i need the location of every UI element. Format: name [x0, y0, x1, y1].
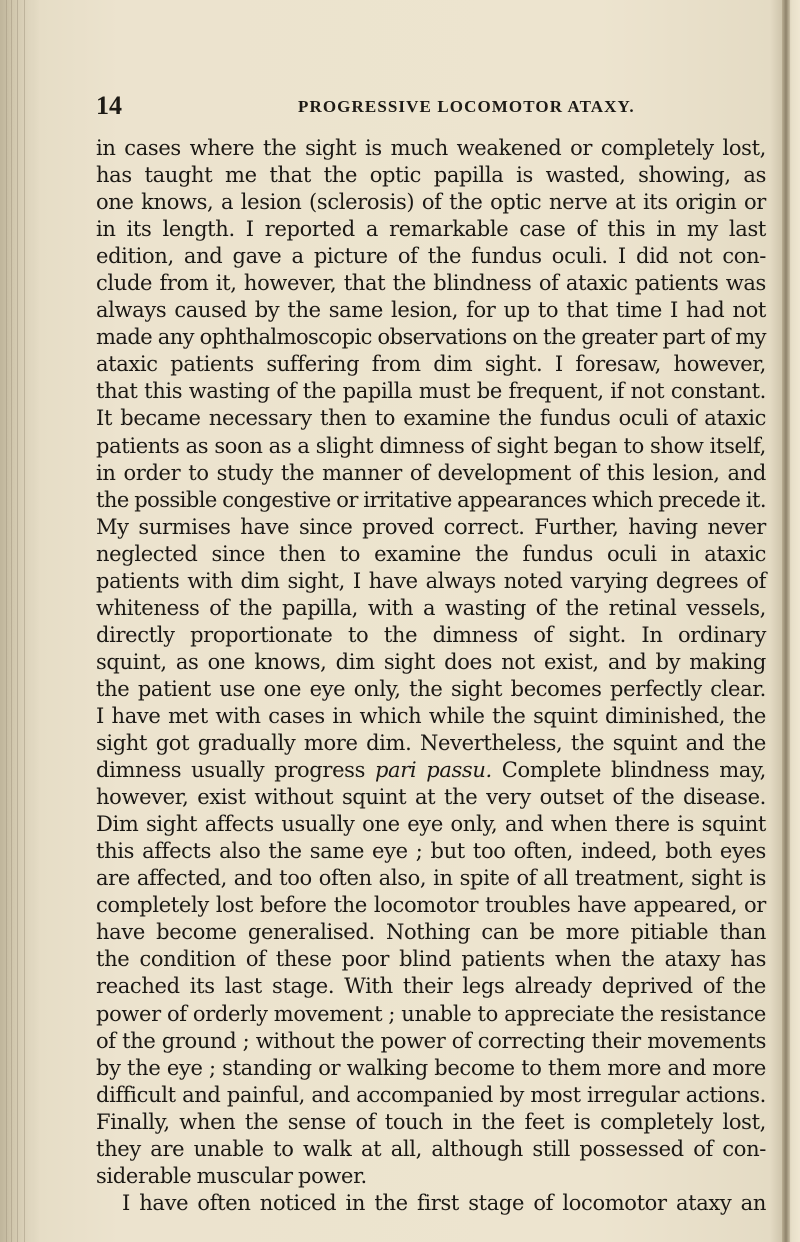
text-line: by the eye ; standing or walking become to them more and more: [96, 1055, 766, 1080]
page-number: 14: [96, 91, 122, 120]
text-line: edition, and gave a picture of the fundus oculi. I did not con-: [96, 244, 766, 269]
text-line: siderable muscular power.: [96, 1163, 367, 1188]
text-line: the possible congestive or irritative appearances which precede it.: [96, 487, 766, 512]
text-line: Finally, when the sense of touch in the feet is completely lost,: [96, 1109, 766, 1134]
text-line: of the ground ; without the power of correcting their movements: [96, 1028, 766, 1053]
text-line: the patient use one eye only, the sight becomes perfectly clear.: [96, 676, 766, 701]
text-line: one knows, a lesion (sclerosis) of the optic nerve at its origin or: [96, 190, 766, 215]
text-line: made any ophthalmoscopic observations on the greater part of my: [96, 325, 766, 350]
binding-line: [17, 0, 18, 1242]
text-line: I have met with cases in which while the squint diminished, the: [96, 703, 766, 728]
page-edge: [782, 0, 790, 1242]
text-line: are affected, and too often also, in spite of all treatment, sight is: [96, 866, 766, 891]
text-line: in its length. I reported a remarkable case of this in my last: [96, 217, 766, 242]
text-line: has taught me that the optic papilla is wasted, showing, as: [96, 163, 766, 188]
text-line: in cases where the sight is much weakened or completely lost,: [96, 136, 766, 160]
text-line: reached its last stage. With their legs already deprived of the: [96, 974, 766, 999]
text-line: always caused by the same lesion, for up to that time I had not: [96, 298, 766, 323]
text-line: ataxic patients suffering from dim sight. I foresaw, however,: [96, 352, 766, 377]
text-line: sight got gradually more dim. Nevertheless, the squint and the: [96, 731, 766, 756]
text-line: the condition of these poor blind patients when the ataxy has: [96, 947, 766, 972]
text-line: however, exist without squint at the very outset of the disease.: [96, 785, 766, 810]
body-text: [96, 135, 766, 1217]
text-line: directly proportionate to the dimness of sight. In ordinary: [96, 622, 766, 647]
text-line: Dim sight affects usually one eye only, and when there is squint: [96, 812, 766, 837]
binding-line: [6, 0, 7, 1242]
text-line: this affects also the same eye ; but too often, indeed, both eyes: [96, 839, 766, 864]
binding-line: [11, 0, 12, 1242]
text-segment: Complete blindness may,: [491, 758, 766, 783]
text-line-with-italic: [96, 757, 766, 784]
text-line: in order to study the manner of development of this lesion, and: [96, 460, 766, 485]
text-line: My surmises have since proved correct. Further, having never: [96, 514, 766, 539]
text-line: squint, as one knows, dim sight does not exist, and by making: [96, 649, 766, 674]
text-line: patients with dim sight, I have always noted varying degrees of: [96, 568, 766, 593]
text-line: that this wasting of the papilla must be frequent, if not constant.: [96, 379, 766, 404]
text-line: have become generalised. Nothing can be more pitiable than: [96, 920, 766, 945]
running-title: PROGRESSIVE LOCOMOTOR ATAXY.: [298, 97, 635, 116]
binding-line: [24, 0, 25, 1242]
text-line: power of orderly movement ; unable to appreciate the resistance: [96, 1001, 766, 1026]
italic-phrase: pari passu.: [374, 758, 492, 783]
text-line: clude from it, however, that the blindness of ataxic patients was: [96, 271, 766, 296]
text-line: whiteness of the papilla, with a wasting of the retinal vessels,: [96, 595, 766, 620]
text-line: neglected since then to examine the fundus oculi in ataxic: [96, 541, 766, 566]
text-segment: dimness usually progress: [96, 758, 375, 783]
text-line: It became necessary then to examine the fundus oculi of ataxic: [96, 406, 766, 431]
text-line: difficult and painful, and accompanied by most irregular actions.: [96, 1082, 766, 1107]
text-line: they are unable to walk at all, although still possessed of con-: [96, 1136, 766, 1161]
text-line: I have often noticed in the first stage of locomotor ataxy an: [122, 1190, 766, 1215]
text-line: completely lost before the locomotor troubles have appeared, or: [96, 893, 766, 918]
page-header: [0, 91, 800, 121]
text-line: patients as soon as a slight dimness of sight began to show itself,: [96, 433, 766, 458]
